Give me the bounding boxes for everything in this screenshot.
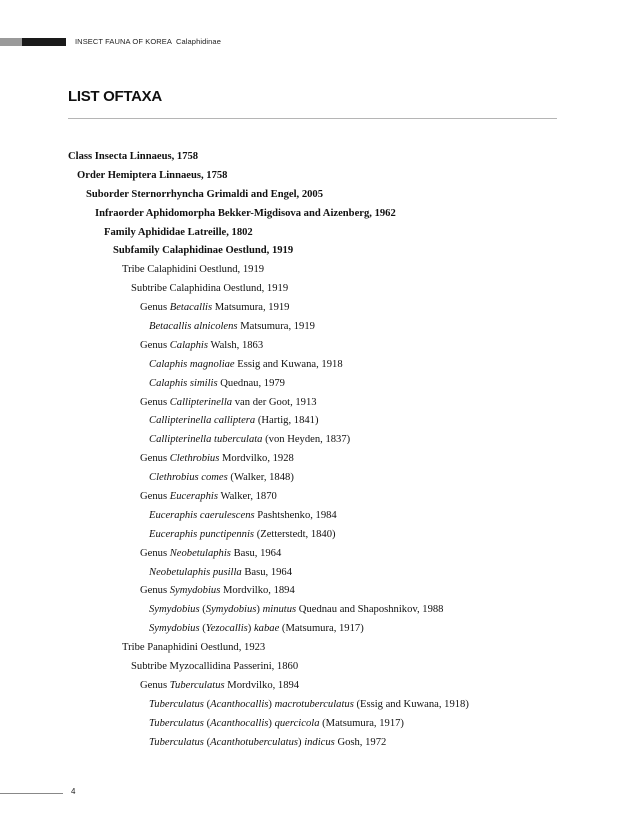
taxon-entry bbox=[68, 582, 469, 601]
taxon-name-italic: Calaphis bbox=[169, 339, 208, 351]
taxon-entry bbox=[68, 224, 469, 243]
taxon-text: ( bbox=[203, 698, 211, 710]
taxon-entry bbox=[68, 148, 469, 167]
taxon-entry bbox=[68, 186, 469, 205]
taxon-entry bbox=[68, 639, 469, 658]
taxon-name-italic: Callipterinella calliptera bbox=[149, 415, 256, 427]
footer-divider bbox=[0, 793, 63, 794]
taxon-entry bbox=[68, 431, 469, 450]
taxon-text: Genus bbox=[140, 453, 170, 465]
taxon-text: (Matsumura, 1917) bbox=[279, 623, 364, 635]
taxon-name-italic: Euceraphis caerulescens bbox=[149, 509, 255, 521]
taxon-name-italic: Acanthocallis bbox=[210, 698, 269, 710]
taxon-name-italic: Neobetulaphis bbox=[169, 547, 231, 559]
taxon-text: ) bbox=[256, 604, 263, 616]
taxon-text: Basu, 1964 bbox=[230, 547, 282, 559]
taxon-name-italic: Acanthotuberculatus bbox=[210, 736, 298, 748]
taxon-name-italic: Tuberculatus bbox=[149, 736, 204, 748]
taxon-text: Subtribe Calaphidina Oestlund, 1919 bbox=[131, 283, 289, 295]
taxon-name-italic: Tuberculatus bbox=[149, 698, 204, 710]
running-header-series: INSECT FAUNA OF KOREA bbox=[75, 37, 172, 46]
taxon-text: Pashtshenko, 1984 bbox=[254, 509, 337, 521]
taxon-entry bbox=[68, 469, 469, 488]
taxon-name-italic: Calaphis magnoliae bbox=[149, 358, 235, 370]
taxon-entry bbox=[68, 375, 469, 394]
taxon-text: Matsumura, 1919 bbox=[237, 321, 315, 333]
taxon-entry bbox=[68, 526, 469, 545]
taxon-entry bbox=[68, 412, 469, 431]
taxon-name-italic: Calaphis similis bbox=[149, 377, 218, 389]
taxon-entry bbox=[68, 507, 469, 526]
taxon-name-italic: Betacallis alnicolens bbox=[149, 321, 238, 333]
taxon-name-italic: Callipterinella tuberculata bbox=[149, 434, 263, 446]
taxon-text: Basu, 1964 bbox=[241, 566, 293, 578]
header-bar bbox=[0, 38, 66, 46]
taxon-entry bbox=[68, 545, 469, 564]
taxon-name-italic: Euceraphis bbox=[169, 491, 218, 503]
taxon-text: (Zetterstedt, 1840) bbox=[254, 528, 336, 540]
taxon-name-italic: macrotuberculatus bbox=[274, 698, 354, 710]
taxon-entry bbox=[68, 734, 469, 753]
taxon-text: (Essig and Kuwana, 1918) bbox=[353, 698, 469, 710]
taxon-name-italic: minutus bbox=[262, 604, 297, 616]
taxon-name-italic: Euceraphis punctipennis bbox=[149, 528, 255, 540]
title-divider bbox=[68, 118, 557, 119]
taxon-entry bbox=[68, 394, 469, 413]
header-bar-black-block bbox=[22, 38, 66, 46]
taxon-name-italic: Tuberculatus bbox=[149, 717, 204, 729]
taxon-text: Matsumura, 1919 bbox=[212, 302, 290, 314]
taxon-entry bbox=[68, 601, 469, 620]
taxon-entry bbox=[68, 677, 469, 696]
taxon-text: Subtribe Myzocallidina Passerini, 1860 bbox=[131, 661, 299, 673]
taxon-entry bbox=[68, 450, 469, 469]
running-header bbox=[75, 37, 221, 46]
taxon-text: Mordvilko, 1928 bbox=[219, 453, 294, 465]
taxon-entry bbox=[68, 715, 469, 734]
taxa-list bbox=[68, 148, 469, 753]
taxon-text: Genus bbox=[140, 339, 170, 351]
taxon-text: (Matsumura, 1917) bbox=[319, 717, 404, 729]
taxon-text: Genus bbox=[140, 302, 170, 314]
taxon-name-italic: Neobetulaphis pusilla bbox=[149, 566, 242, 578]
taxon-text: Tribe Panaphidini Oestlund, 1923 bbox=[122, 642, 266, 654]
taxon-name-italic: kabae bbox=[253, 623, 280, 635]
taxon-text: Walker, 1870 bbox=[217, 491, 277, 503]
taxon-text: ( bbox=[199, 623, 206, 635]
taxon-entry bbox=[68, 620, 469, 639]
taxon-name-italic: Acanthocallis bbox=[210, 717, 269, 729]
taxon-text: Class Insecta Linnaeus, 1758 bbox=[68, 151, 199, 162]
taxon-text: (Hartig, 1841) bbox=[255, 415, 319, 427]
taxon-name-italic: Symydobius bbox=[205, 604, 257, 616]
taxon-text: ) bbox=[298, 736, 305, 748]
taxon-name-italic: Yezocallis bbox=[205, 623, 248, 635]
taxon-text: Genus bbox=[140, 491, 170, 503]
taxon-text: Suborder Sternorrhyncha Grimaldi and Engel, 2005 bbox=[86, 188, 324, 200]
taxon-name-italic: indicus bbox=[304, 736, 335, 748]
taxon-text: Infraorder Aphidomorpha Bekker-Migdisova and Aizenberg, 1962 bbox=[95, 207, 396, 219]
taxon-entry bbox=[68, 280, 469, 299]
taxon-text: Family Aphididae Latreille, 1802 bbox=[104, 226, 253, 238]
taxon-text: (von Heyden, 1837) bbox=[262, 434, 351, 446]
taxon-text: Quednau, 1979 bbox=[217, 377, 285, 389]
taxon-text: ) bbox=[268, 698, 275, 710]
taxon-entry bbox=[68, 488, 469, 507]
taxon-entry bbox=[68, 299, 469, 318]
running-header-subject: Calaphidinae bbox=[175, 37, 221, 46]
taxon-entry bbox=[68, 318, 469, 337]
header-bar-gray-block bbox=[0, 38, 22, 46]
taxon-entry bbox=[68, 337, 469, 356]
taxon-name-italic: Symydobius bbox=[149, 604, 200, 616]
taxon-text: Essig and Kuwana, 1918 bbox=[234, 358, 343, 370]
taxon-text: Quednau and Shaposhnikov, 1988 bbox=[296, 604, 444, 616]
taxon-text: Gosh, 1972 bbox=[334, 736, 387, 748]
taxon-name-italic: Callipterinella bbox=[169, 396, 233, 408]
taxon-text: (Walker, 1848) bbox=[227, 472, 294, 484]
taxon-name-italic: Symydobius bbox=[169, 585, 221, 597]
taxon-text: Genus bbox=[140, 547, 170, 559]
taxon-text: van der Goot, 1913 bbox=[232, 396, 317, 408]
taxon-text: ( bbox=[203, 736, 211, 748]
taxon-name-italic: quercicola bbox=[274, 717, 320, 729]
taxon-entry bbox=[68, 564, 469, 583]
taxon-name-italic: Tuberculatus bbox=[169, 679, 225, 691]
taxon-entry bbox=[68, 261, 469, 280]
taxon-entry bbox=[68, 242, 469, 261]
taxon-text: Walsh, 1863 bbox=[207, 339, 264, 351]
taxon-text: ) bbox=[268, 717, 275, 729]
taxon-name-italic: Betacallis bbox=[169, 302, 213, 314]
taxon-text: Mordvilko, 1894 bbox=[220, 585, 295, 597]
page-number: 4 bbox=[71, 787, 76, 796]
taxon-text: Genus bbox=[140, 679, 170, 691]
taxon-text: ( bbox=[203, 717, 211, 729]
taxon-name-italic: Clethrobius bbox=[169, 453, 220, 465]
taxon-name-italic: Clethrobius comes bbox=[149, 472, 228, 484]
taxon-text: Order Hemiptera Linnaeus, 1758 bbox=[77, 169, 228, 181]
taxon-entry bbox=[68, 696, 469, 715]
taxon-text: Genus bbox=[140, 585, 170, 597]
taxon-text: ) bbox=[247, 623, 254, 635]
page-title: LIST OFTAXA bbox=[68, 88, 162, 105]
taxon-text: Tribe Calaphidini Oestlund, 1919 bbox=[122, 264, 265, 276]
taxon-text: Genus bbox=[140, 396, 170, 408]
taxon-entry bbox=[68, 167, 469, 186]
taxon-text: Subfamily Calaphidinae Oestlund, 1919 bbox=[113, 245, 294, 257]
taxon-text: ( bbox=[199, 604, 206, 616]
taxon-name-italic: Symydobius bbox=[149, 623, 200, 635]
taxon-text: Mordvilko, 1894 bbox=[224, 679, 300, 691]
taxon-entry bbox=[68, 356, 469, 375]
taxon-entry bbox=[68, 658, 469, 677]
taxon-entry bbox=[68, 205, 469, 224]
